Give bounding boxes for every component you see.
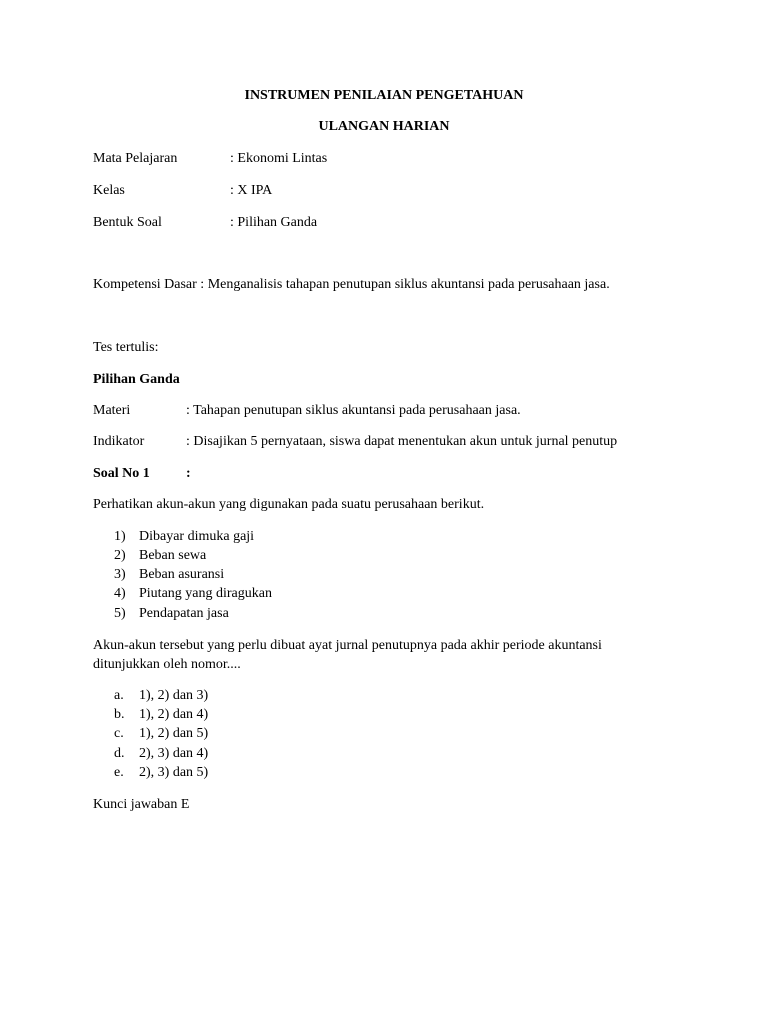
option-text: 2), 3) dan 5)	[139, 765, 209, 780]
list-item: Dibayar dimuka gaji	[139, 529, 255, 544]
info-value-class: : X IPA	[230, 183, 273, 198]
list-item-number: 1)	[114, 529, 126, 544]
question-text-line1: Akun-akun tersebut yang perlu dibuat ayat jurnal penutupnya pada akhir periode akuntansi	[93, 638, 602, 653]
option-letter: e.	[114, 765, 124, 780]
option-letter: c.	[114, 726, 124, 741]
competency-text: Kompetensi Dasar : Menganalisis tahapan penutupan siklus akuntansi pada perusahaan jasa.	[93, 277, 610, 292]
info-value-question-type: : Pilihan Ganda	[230, 215, 318, 230]
option-text: 1), 2) dan 4)	[139, 707, 209, 722]
question-intro: Perhatikan akun-akun yang digunakan pada suatu perusahaan berikut.	[93, 497, 485, 512]
option-text: 1), 2) dan 5)	[139, 726, 209, 741]
list-item: Piutang yang diragukan	[139, 586, 272, 601]
section-heading: Pilihan Ganda	[93, 372, 180, 387]
indikator-value: : Disajikan 5 pernyataan, siswa dapat menentukan akun untuk jurnal penutup	[186, 434, 618, 449]
answer-key: Kunci jawaban E	[93, 797, 190, 812]
option-letter: a.	[114, 688, 124, 703]
info-label-class: Kelas	[93, 183, 125, 198]
list-item: Beban asuransi	[139, 567, 225, 582]
option-text: 2), 3) dan 4)	[139, 746, 209, 761]
indikator-label: Indikator	[93, 434, 145, 449]
document-title: INSTRUMEN PENILAIAN PENGETAHUAN	[244, 88, 524, 103]
info-label-subject: Mata Pelajaran	[93, 151, 178, 166]
list-item-number: 3)	[114, 567, 126, 582]
list-item-number: 4)	[114, 586, 126, 601]
option-letter: b.	[114, 707, 125, 722]
info-value-subject: : Ekonomi Lintas	[230, 151, 328, 166]
written-test-label: Tes tertulis:	[93, 340, 159, 355]
list-item-number: 5)	[114, 606, 126, 621]
question-text-line2: ditunjukkan oleh nomor....	[93, 657, 241, 672]
list-item-number: 2)	[114, 548, 126, 563]
option-letter: d.	[114, 746, 125, 761]
document-subtitle: ULANGAN HARIAN	[318, 119, 450, 134]
materi-label: Materi	[93, 403, 131, 418]
materi-value: : Tahapan penutupan siklus akuntansi pada perusahaan jasa.	[186, 403, 521, 418]
question-number-label: Soal No 1	[93, 466, 150, 481]
info-label-question-type: Bentuk Soal	[93, 215, 162, 230]
list-item: Pendapatan jasa	[139, 606, 229, 621]
list-item: Beban sewa	[139, 548, 207, 563]
question-number-colon: :	[186, 466, 191, 481]
option-text: 1), 2) dan 3)	[139, 688, 209, 703]
